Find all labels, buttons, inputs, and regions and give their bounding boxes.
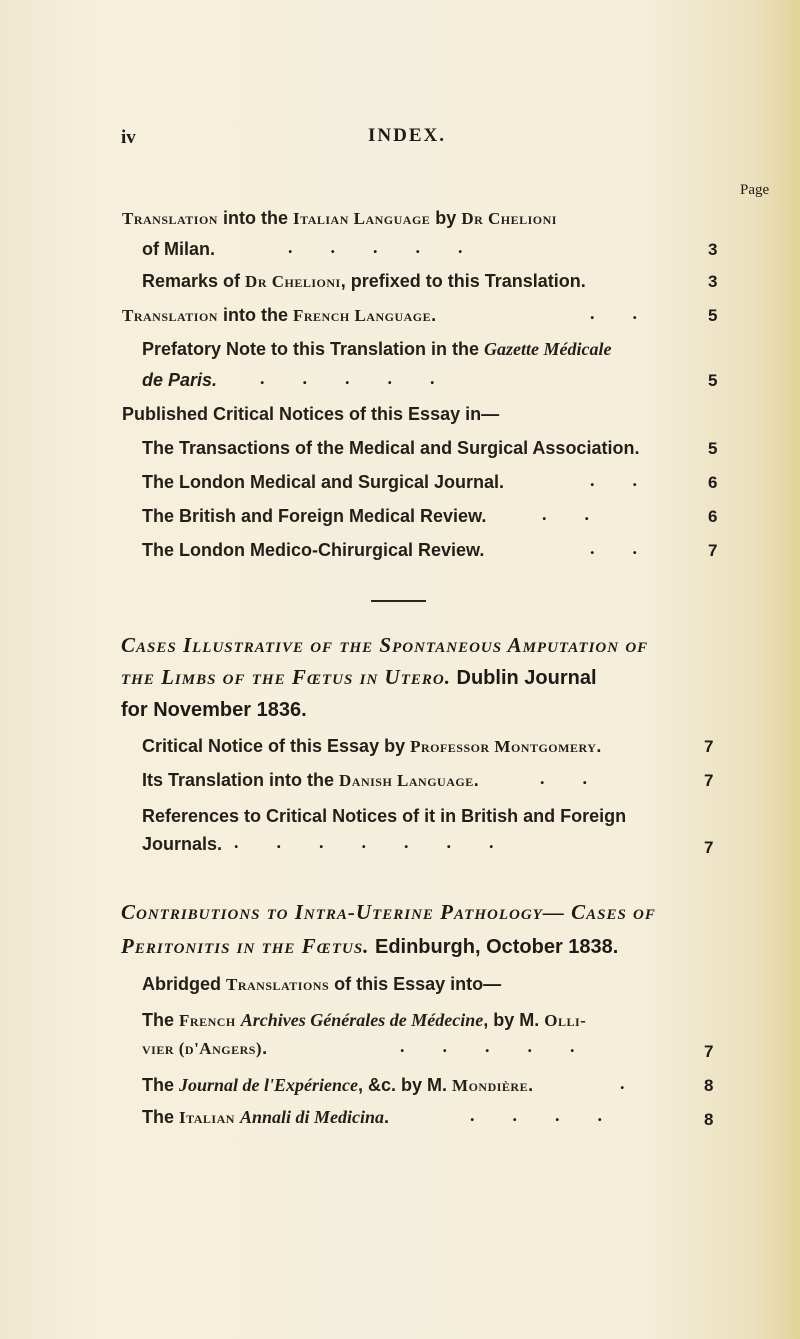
page-column-label: Page (740, 182, 770, 198)
index-entry: The Journal de l'Expérience, &c. by M. Mondière. (142, 1075, 534, 1095)
index-entry: Critical Notice of this Essay by Professor Montgomery. (142, 736, 602, 756)
section-heading: Cases Illustrative of the Spontaneous Amputation of (121, 633, 649, 657)
page-number-roman: iv (121, 127, 136, 148)
index-entry: Remarks of Dr Chelioni, prefixed to this Translation. (142, 271, 586, 291)
leader-dots: .. (590, 303, 675, 323)
index-entry-cont: vier (d'Angers). (142, 1038, 268, 1058)
section-heading-line2: the Limbs of the Fœtus in Utero. Dublin Journal (121, 665, 597, 689)
index-entry-cont: de Paris. (142, 370, 218, 390)
page-number: 5 (708, 371, 718, 390)
index-entry-cont: Journals. (142, 834, 223, 854)
leader-dots: ..... (400, 1036, 613, 1056)
index-entry: The Italian Annali di Medicina. (142, 1107, 389, 1127)
leader-dots: .. (590, 538, 675, 558)
index-entry: The British and Foreign Medical Review. (142, 506, 487, 526)
page-number: 7 (708, 541, 718, 560)
index-entry: Its Translation into the Danish Language. (142, 770, 479, 790)
page-number: 7 (704, 838, 714, 857)
index-entry: Translation into the Italian Language by Dr Chelioni (122, 208, 557, 228)
section-heading-line3: for November 1836. (121, 699, 307, 721)
index-entry-heading: Abridged Translations of this Essay into— (142, 974, 502, 994)
leader-dots: ..... (288, 237, 501, 257)
page-number: 7 (704, 771, 714, 790)
index-entry: The London Medical and Surgical Journal. (142, 472, 505, 492)
index-entry-cont: of Milan. (142, 239, 215, 259)
page-number: 6 (708, 473, 718, 492)
index-entry: The London Medico-Chirurgical Review. (142, 540, 485, 560)
leader-dots: ..... (260, 368, 473, 388)
page-number: 3 (708, 272, 718, 291)
leader-dots: .. (590, 470, 675, 490)
page-number: 6 (708, 507, 718, 526)
leader-dots: .... (470, 1105, 640, 1125)
leader-dots: .. (540, 768, 625, 788)
index-entry-heading: Published Critical Notices of this Essay in— (122, 404, 500, 424)
section-heading-line2: Peritonitis in the Fœtus. Edinburgh, October 1838. (121, 934, 619, 958)
index-entry: References to Critical Notices of it in British and Foreign (142, 806, 627, 826)
index-entry: The French Archives Générales de Médecine, by M. Olli- (142, 1010, 587, 1030)
leader-dots: .. (542, 504, 627, 524)
page-number: 8 (704, 1076, 714, 1095)
index-entry: The Transactions of the Medical and Surgical Association. (142, 438, 640, 458)
page-number: 7 (704, 1042, 714, 1061)
page-title: INDEX. (368, 125, 446, 146)
section-heading: Contributions to Intra-Uterine Pathology— Cases of (121, 900, 656, 924)
page-number: 7 (704, 737, 714, 756)
section-divider (371, 600, 426, 602)
page-number: 3 (708, 240, 718, 259)
page-number: 5 (708, 306, 718, 325)
index-entry: Translation into the French Language. (122, 305, 437, 325)
leader-dots: ....... (234, 832, 532, 852)
page-number: 8 (704, 1110, 714, 1129)
leader-dots: . (620, 1073, 663, 1093)
page-number: 5 (708, 439, 718, 458)
index-entry: Prefatory Note to this Translation in the Gazette Médicale (142, 339, 612, 359)
